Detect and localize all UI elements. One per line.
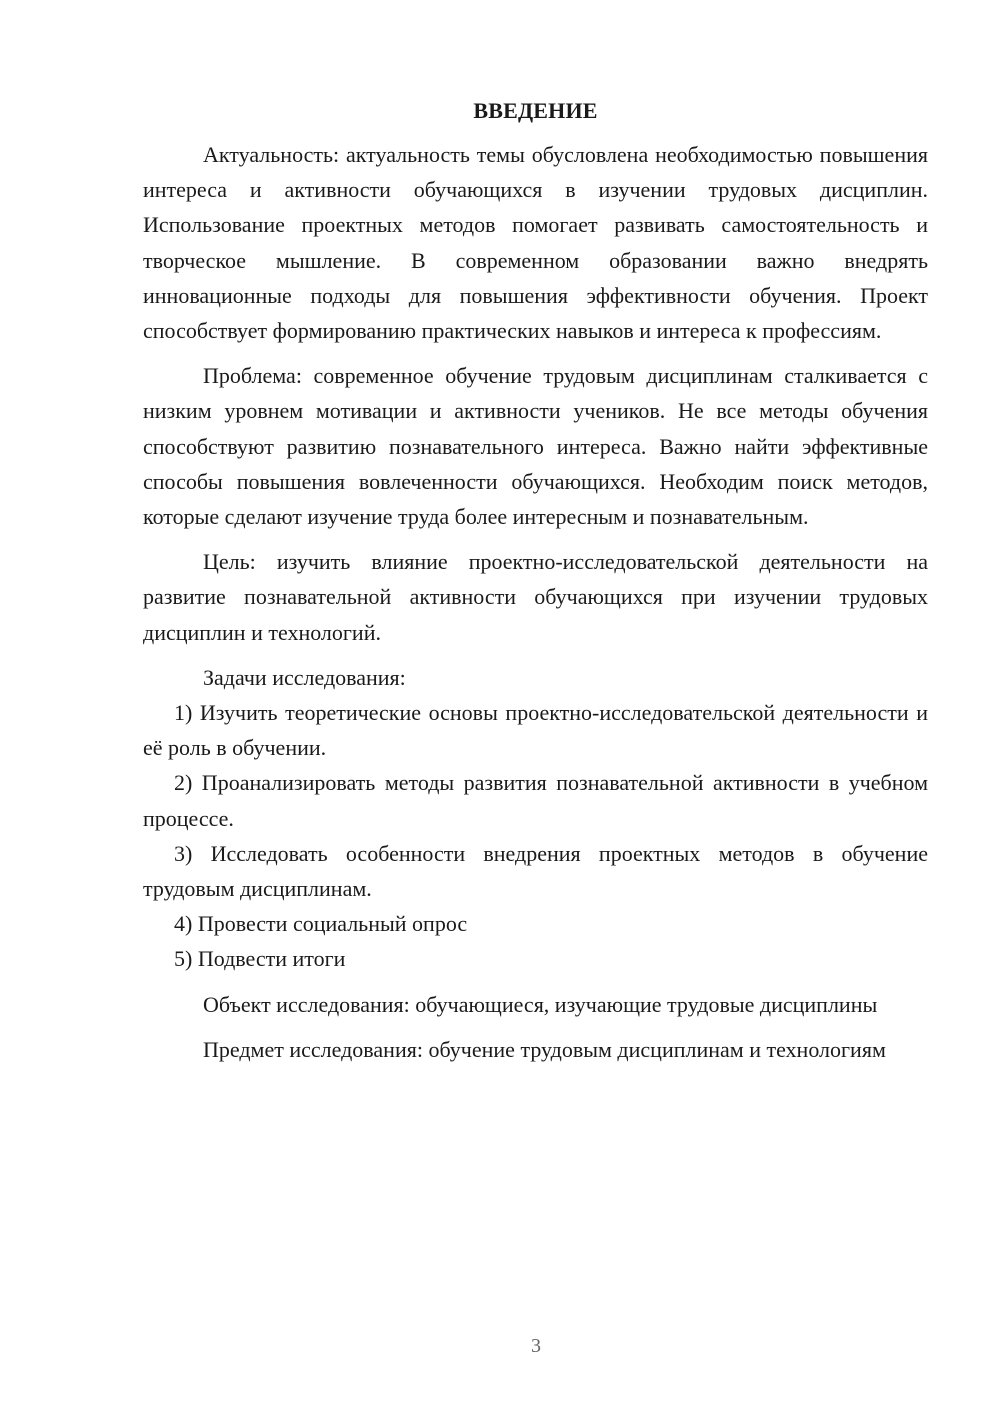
task-item-2: 2) Проанализировать методы развития познавательной активности в учебном процессе. [143,770,928,831]
page-body [143,93,928,1067]
section-title: ВВЕДЕНИЕ [473,98,598,123]
subject-paragraph: Предмет исследования: обучение трудовым дисциплинам и технологиям [203,1036,886,1062]
task-item-5: 5) Подвести итоги [174,946,346,972]
relevance-paragraph: Актуальность: актуальность темы обусловлена необходимостью повышения интереса и активности обучающихся в изучении трудовых дисциплин. Использование проектных методов помогает развивать самостоятельность и творческое мышление. В современном образовании важно внедрять инновационные подходы для повышения эффективности обучения. Проект способствует формированию практических навыков и интереса к профессиям. [143,142,928,344]
goal-paragraph: Цель: изучить влияние проектно-исследовательской деятельности на развитие познавательной активности обучающихся при изучении трудовых дисциплин и технологий. [143,549,928,645]
object-paragraph: Объект исследования: обучающиеся, изучающие трудовые дисциплины [203,991,878,1017]
task-item-3: 3) Исследовать особенности внедрения проектных методов в обучение трудовым дисциплинам. [143,840,928,902]
page-number: 3 [531,1335,541,1357]
task-item-4: 4) Провести социальный опрос [174,911,468,937]
problem-paragraph: Проблема: современное обучение трудовым дисциплинам сталкивается с низким уровнем мотивации и активности учеников. Не все методы обучения способствуют развитию познавательного интереса. Важно найти эффективные способы повышения вовлеченности обучающихся. Необходим поиск методов, которые сделают изучение труда более интересным и познавательным. [143,363,928,530]
task-item-1: 1) Изучить теоретические основы проектно-исследовательской деятельности и её роль в обучении. [143,700,928,761]
tasks-heading: Задачи исследования: [203,664,406,690]
